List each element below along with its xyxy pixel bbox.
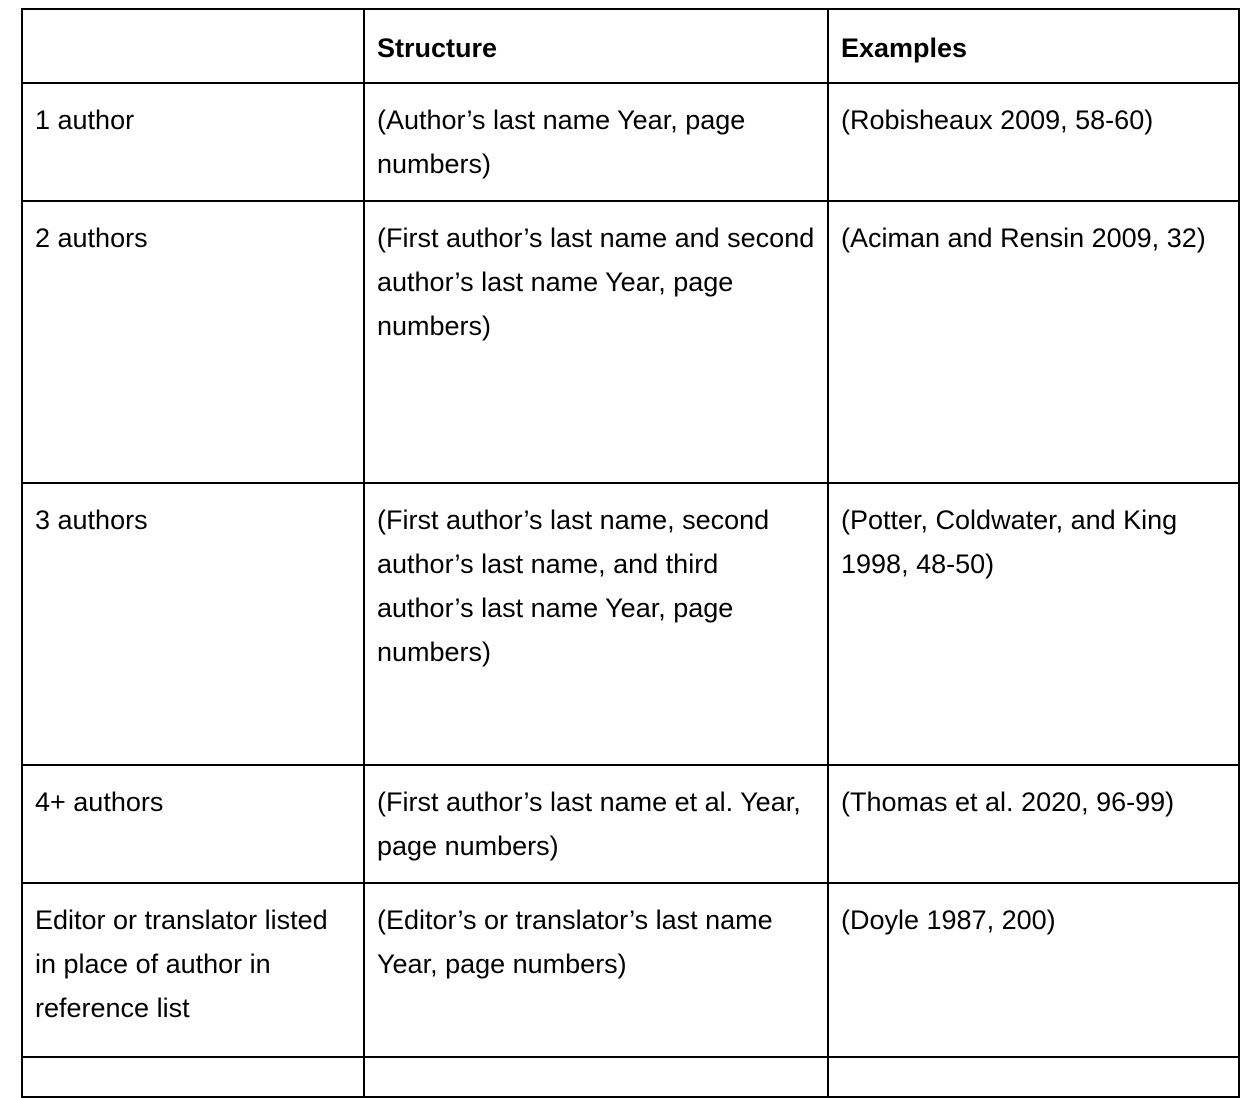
example-cell: (Potter, Coldwater, and King 1998, 48-50) (828, 483, 1239, 765)
table-header-row (22, 9, 1239, 83)
header-cell-examples: Examples (828, 9, 1239, 83)
example-cell: (Doyle 1987, 200) (828, 883, 1239, 1057)
case-cell: 1 author (22, 83, 364, 201)
example-cell: (Robisheaux 2009, 58-60) (828, 83, 1239, 201)
case-cell: Editor or translator listed in place of author in reference list (22, 883, 364, 1057)
header-cell-structure: Structure (364, 9, 828, 83)
structure-cell: (First author’s last name, second author’s last name, and third author’s last name Year, page numbers) (364, 483, 828, 765)
case-cell: 2 authors (22, 201, 364, 483)
structure-cell-empty (364, 1057, 828, 1097)
case-cell: 4+ authors (22, 765, 364, 883)
structure-cell: (First author’s last name and second author’s last name Year, page numbers) (364, 201, 828, 483)
table-row (22, 83, 1239, 201)
table-row (22, 765, 1239, 883)
table-row (22, 483, 1239, 765)
case-cell: 3 authors (22, 483, 364, 765)
example-cell: (Aciman and Rensin 2009, 32) (828, 201, 1239, 483)
structure-cell: (Editor’s or translator’s last name Year, page numbers) (364, 883, 828, 1057)
structure-cell: (First author’s last name et al. Year, page numbers) (364, 765, 828, 883)
table-row-partial (22, 1057, 1239, 1097)
table-row (22, 201, 1239, 483)
header-cell-empty (22, 9, 364, 83)
table-row (22, 883, 1239, 1057)
citation-structure-table (21, 8, 1240, 1098)
example-cell: (Thomas et al. 2020, 96-99) (828, 765, 1239, 883)
example-cell-empty (828, 1057, 1239, 1097)
case-cell-empty (22, 1057, 364, 1097)
structure-cell: (Author’s last name Year, page numbers) (364, 83, 828, 201)
